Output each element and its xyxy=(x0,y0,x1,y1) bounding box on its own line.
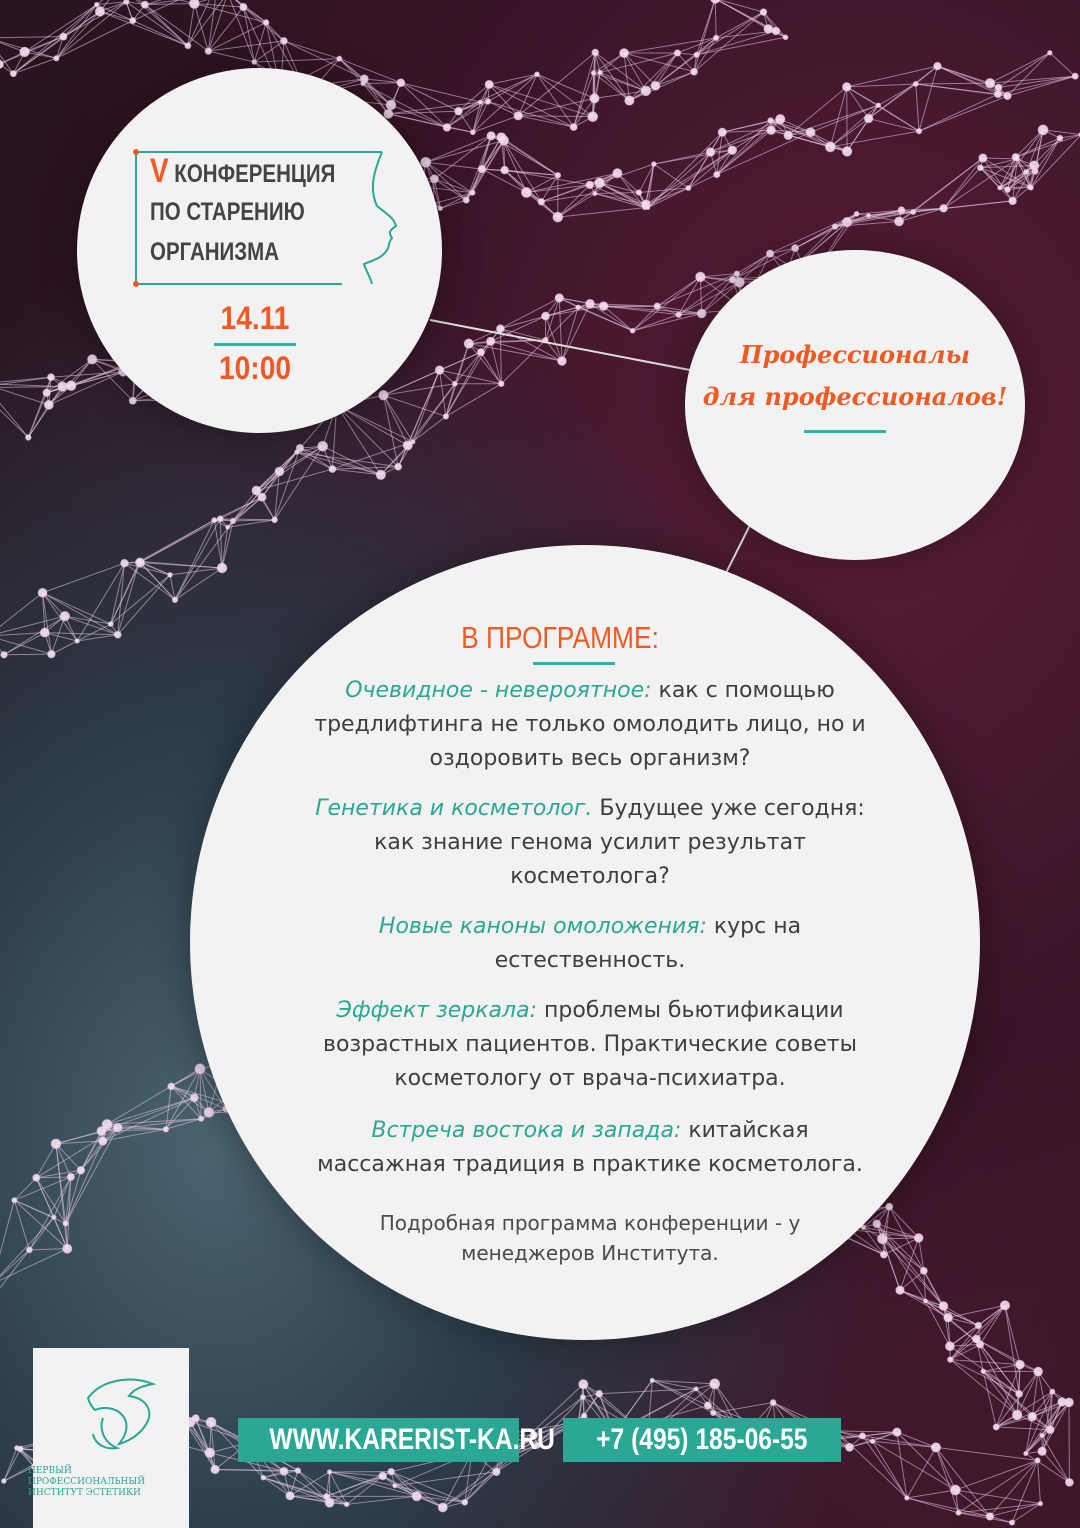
title-line-1-text: КОНФЕРЕНЦИЯ xyxy=(174,160,336,188)
slogan-line-2: для профессионалов! xyxy=(702,382,1008,411)
logo-text xyxy=(28,1466,168,1499)
slogan-divider xyxy=(804,430,886,433)
program-note-line: менеджеров Института. xyxy=(461,1241,719,1265)
program-item-text: китайская xyxy=(681,1118,809,1143)
program-item xyxy=(270,674,910,776)
program-heading: В ПРОГРАММЕ: xyxy=(461,620,659,655)
phone-text: +7 (495) 185-06-55 xyxy=(596,1423,808,1456)
title-line-2: ПО СТАРЕНИЮ xyxy=(150,198,305,226)
face-profile-icon xyxy=(33,1348,189,1468)
program-item-text: тредлифтинга не только омолодить лицо, но и xyxy=(314,712,866,737)
event-date: 14.11 xyxy=(220,300,290,336)
program-item-text: естественность. xyxy=(494,948,686,973)
logo-line: ПРОФЕССИОНАЛЬНЫЙ xyxy=(28,1477,146,1487)
program-item-text: Будущее уже сегодня: xyxy=(592,796,865,821)
institute-logo xyxy=(33,1348,189,1528)
program-item-text: курс на xyxy=(706,914,802,939)
program-item-highlight: Новые каноны омоложения: xyxy=(378,914,707,939)
program-note-line: Подробная программа конференции - у xyxy=(379,1211,801,1235)
program-note xyxy=(270,1208,910,1268)
program-item-text: возрастных пациентов. Практические советы xyxy=(323,1032,857,1057)
program-item-highlight: Генетика и косметолог. xyxy=(315,796,593,821)
program-item xyxy=(270,792,910,894)
program-item-text: массажная традиция в практике косметолога. xyxy=(317,1152,863,1177)
slogan-line-1: Профессионалы xyxy=(739,340,971,369)
program-item-text: как знание генома усилит результат xyxy=(374,830,806,855)
date-divider xyxy=(214,343,296,346)
program-item-text: косметологу от врача-психиатра. xyxy=(394,1066,786,1091)
program-item-highlight: Эффект зеркала: xyxy=(336,998,537,1023)
program-item-text: косметолога? xyxy=(510,864,670,889)
program-item xyxy=(270,910,910,978)
event-time: 10:00 xyxy=(218,350,292,386)
phone-link[interactable] xyxy=(563,1418,841,1462)
program-item-highlight: Встреча востока и запада: xyxy=(371,1118,682,1143)
title-line-1 xyxy=(150,152,335,191)
program-item xyxy=(270,1114,910,1182)
website-link[interactable] xyxy=(238,1418,555,1462)
title-line-3: ОРГАНИЗМА xyxy=(150,238,280,266)
program-item-text: как с помощью xyxy=(651,678,835,703)
program-item-highlight: Очевидное - невероятное: xyxy=(345,678,652,703)
logo-line: ИНСТИТУТ ЭСТЕТИКИ xyxy=(28,1488,141,1498)
logo-line: ПЕРВЫЙ xyxy=(28,1466,72,1476)
website-text: WWW.KARERIST-KA.RU xyxy=(269,1423,555,1456)
program-divider xyxy=(533,662,615,665)
program-item xyxy=(270,994,910,1096)
program-item-text: проблемы бьютификации xyxy=(537,998,844,1023)
title-numeral: V xyxy=(150,152,169,190)
program-item-text: оздоровить весь организм? xyxy=(429,746,751,771)
